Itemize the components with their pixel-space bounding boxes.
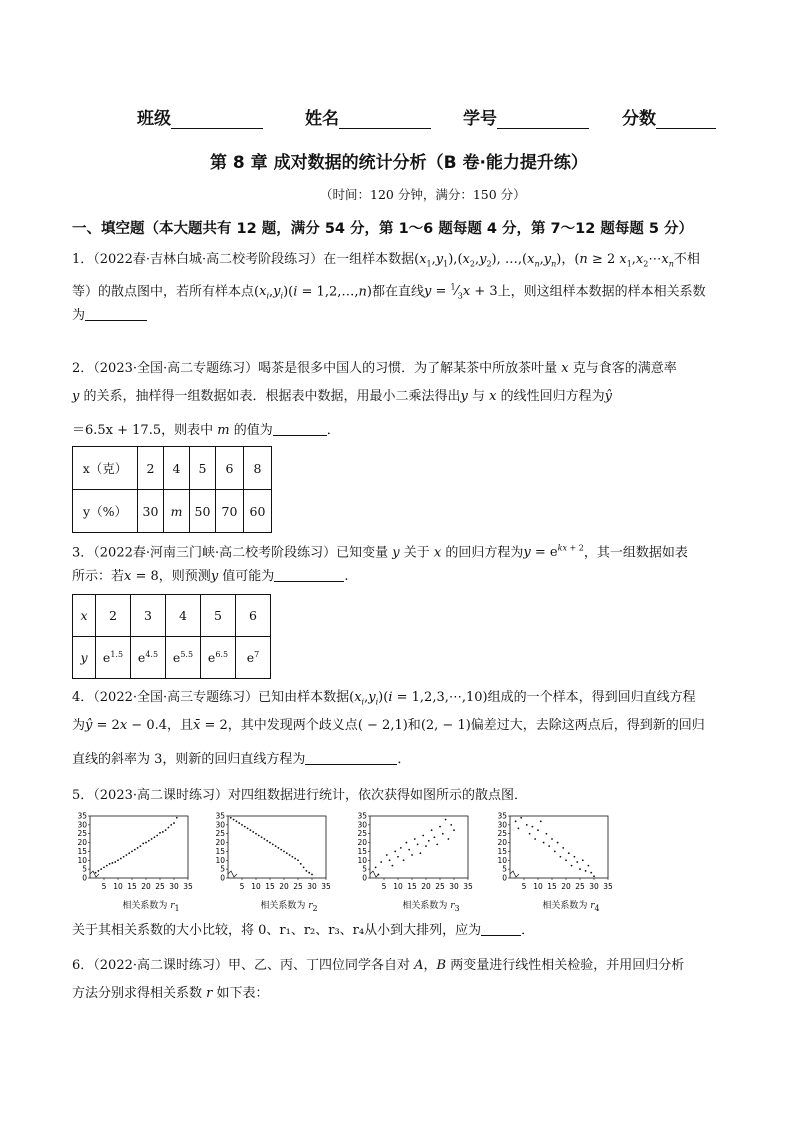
y-tick-label: 10 bbox=[357, 855, 367, 865]
scatter-point bbox=[417, 843, 419, 845]
y-tick-label: 15 bbox=[77, 846, 87, 856]
scatter-point bbox=[156, 835, 158, 837]
scatter-point bbox=[515, 820, 517, 822]
scatter-point bbox=[543, 842, 545, 844]
x-tick-label: 35 bbox=[463, 882, 473, 891]
scatter-point bbox=[159, 832, 161, 834]
scatter-point bbox=[590, 872, 592, 874]
axis-break-mark bbox=[90, 871, 99, 877]
q4-line1: 4．（2022·全国·高三专题练习）已知由样本数据$(x_i,y_i)(i$ = 1,2,3,⋯,10)组成的一个样本，得到回归直线方程 bbox=[72, 690, 696, 707]
scatter-point bbox=[431, 829, 433, 831]
table-row: y（%） 30 m 50 70 60 bbox=[73, 490, 272, 533]
q4-answer-blank[interactable] bbox=[305, 749, 397, 765]
id-label: 学号 bbox=[463, 109, 497, 129]
scatter-point bbox=[450, 824, 452, 826]
q5-line1: 5．（2023·高二课时练习）对四组数据进行统计，依次获得如图所示的散点图． bbox=[72, 788, 527, 803]
scatter-point bbox=[386, 854, 388, 856]
axis-break-mark bbox=[228, 871, 237, 877]
y-tick-label: 25 bbox=[497, 829, 507, 839]
scatter-point bbox=[258, 835, 260, 837]
y-tick-label: 35 bbox=[497, 811, 507, 821]
y-tick-label: 5 bbox=[220, 864, 225, 874]
q2-line1: 2．（2023·全国·高二专题练习）喝茶是很多中国人的习惯．为了解某茶中所放茶叶量 x 克与食客的满意率 bbox=[72, 361, 677, 376]
q6-line2: 方法分别求得相关系数 r 如下表： bbox=[72, 986, 269, 1001]
scatter-point bbox=[165, 829, 167, 831]
scatter-point bbox=[286, 852, 288, 854]
class-label: 班级 bbox=[137, 109, 171, 129]
y-tick-label: 15 bbox=[215, 846, 225, 856]
scatter-point bbox=[280, 849, 282, 851]
scatter-point bbox=[275, 845, 277, 847]
score-field bbox=[622, 104, 716, 129]
x-tick-label: 20 bbox=[141, 882, 151, 891]
scatter-point bbox=[532, 826, 534, 828]
scatter-point bbox=[154, 836, 156, 838]
id-blank[interactable] bbox=[497, 108, 589, 129]
scatter-frame bbox=[90, 816, 188, 878]
scatter-point bbox=[292, 856, 294, 858]
q5-line2: 关于其相关系数的大小比较，将 0、r₁、r₂、r₃、r₄从小到大排列，应为 ． bbox=[72, 917, 534, 945]
scatter-point bbox=[394, 851, 396, 853]
scatter-frame bbox=[370, 816, 468, 878]
scatter-point bbox=[173, 822, 175, 824]
scatter-point bbox=[162, 831, 164, 833]
scatter-point bbox=[588, 865, 590, 867]
scatter-point bbox=[378, 874, 380, 876]
y-tick-label: 20 bbox=[357, 838, 367, 848]
scatter-point bbox=[306, 870, 308, 872]
scatter-point bbox=[428, 840, 430, 842]
scatter-point bbox=[137, 847, 139, 849]
scatter-point bbox=[554, 851, 556, 853]
scatter-point bbox=[131, 851, 133, 853]
page-subtitle: （时间：120 分钟，满分：150 分） bbox=[320, 187, 526, 202]
y-tick-label: 15 bbox=[497, 846, 507, 856]
scatter-point bbox=[576, 861, 578, 863]
scatter-point bbox=[551, 838, 553, 840]
y-tick-label: 30 bbox=[77, 820, 87, 830]
y-tick-label: 20 bbox=[497, 838, 507, 848]
y-tick-label: 25 bbox=[215, 829, 225, 839]
scatter-point bbox=[574, 856, 576, 858]
scatter-point bbox=[117, 859, 119, 861]
scatter-caption-3: 相关系数为 $r_3$ bbox=[402, 901, 460, 913]
x-tick-label: 5 bbox=[101, 882, 107, 891]
scatter-point bbox=[238, 822, 240, 824]
q4-line2: 为ŷ = 2x − 0.4，且x̄ = 2，其中发现两个歧义点( − 2,1)和(2, − 1)偏差过大，去除这两点后，得到新的回归 bbox=[72, 718, 705, 733]
x-tick-label: 15 bbox=[265, 882, 275, 891]
q2-answer-blank[interactable] bbox=[273, 420, 327, 436]
scatter-point bbox=[548, 845, 550, 847]
scatter-point bbox=[145, 842, 147, 844]
scatter-point bbox=[565, 859, 567, 861]
scatter-point bbox=[568, 852, 570, 854]
y-tick-label: 30 bbox=[215, 820, 225, 830]
scatter-point bbox=[170, 824, 172, 826]
q2-table bbox=[72, 446, 272, 533]
scatter-point bbox=[126, 854, 128, 856]
x-tick-label: 25 bbox=[435, 882, 445, 891]
page-title: 第 8 章 成对数据的统计分析（B 卷·能力提升练） bbox=[210, 153, 588, 173]
y-tick-label: 5 bbox=[502, 864, 507, 874]
x-tick-label: 30 bbox=[169, 882, 179, 891]
scatter-point bbox=[442, 833, 444, 835]
x-tick-label: 25 bbox=[575, 882, 585, 891]
q3-table bbox=[72, 594, 271, 679]
name-blank[interactable] bbox=[339, 108, 431, 129]
scatter-point bbox=[380, 861, 382, 863]
scatter-point bbox=[571, 865, 573, 867]
score-label: 分数 bbox=[622, 109, 656, 129]
section-heading: 一、填空题（本大题共有 12 题，满分 54 分，第 1～6 题每题 4 分，第 7～12 题每题 5 分） bbox=[72, 221, 694, 237]
scatter-point bbox=[109, 863, 111, 865]
scatter-point bbox=[445, 819, 447, 821]
y-tick-label: 0 bbox=[82, 873, 87, 883]
x-tick-label: 35 bbox=[183, 882, 193, 891]
name-label: 姓名 bbox=[305, 109, 339, 129]
id-field bbox=[463, 104, 589, 129]
y-tick-label: 15 bbox=[357, 846, 367, 856]
scatter-point bbox=[526, 824, 528, 826]
scatter-point bbox=[269, 842, 271, 844]
scatter-point bbox=[397, 856, 399, 858]
scatter-point bbox=[422, 835, 424, 837]
scatter-point bbox=[98, 870, 100, 872]
scatter-point bbox=[176, 817, 178, 819]
x-tick-label: 35 bbox=[603, 882, 613, 891]
scatter-point bbox=[453, 829, 455, 831]
scatter-point bbox=[534, 838, 536, 840]
scatter-point bbox=[303, 866, 305, 868]
scatter-point bbox=[529, 833, 531, 835]
scatter-point bbox=[266, 840, 268, 842]
q1-line2: 等）的散点图中，若所有样本点$(x_i,y_i)(i$ = 1,2,…,n)都在直线$y = ^1⁄_3x + 3$上，则这组样本数据的样本相关系数 bbox=[72, 283, 706, 301]
x-tick-label: 30 bbox=[307, 882, 317, 891]
name-field bbox=[305, 104, 431, 129]
x-tick-label: 15 bbox=[407, 882, 417, 891]
q1-line3: 为 bbox=[72, 302, 147, 330]
scatter-point bbox=[128, 852, 130, 854]
scatter-point bbox=[537, 829, 539, 831]
scatter-point bbox=[562, 847, 564, 849]
y-tick-label: 35 bbox=[357, 811, 367, 821]
scatter-point bbox=[420, 852, 422, 854]
score-blank[interactable] bbox=[656, 108, 716, 129]
scatter-point bbox=[425, 845, 427, 847]
scatter-point bbox=[100, 868, 102, 870]
x-tick-label: 5 bbox=[521, 882, 527, 891]
scatter-point bbox=[114, 861, 116, 863]
scatter-point bbox=[106, 865, 108, 867]
scatter-point bbox=[411, 854, 413, 856]
scatter-point bbox=[400, 847, 402, 849]
scatter-point bbox=[540, 820, 542, 822]
scatter-point bbox=[557, 842, 559, 844]
table-row: y $e^{1.5}$ $e^{4.5}$ $e^{5.5}$ $e^{6.5}$ $e^7$ bbox=[73, 637, 271, 679]
scatter-point bbox=[142, 843, 144, 845]
x-tick-label: 20 bbox=[279, 882, 289, 891]
scatter-point bbox=[406, 842, 408, 844]
scatter-point bbox=[123, 856, 125, 858]
y-tick-label: 30 bbox=[497, 820, 507, 830]
x-tick-label: 15 bbox=[127, 882, 137, 891]
y-tick-label: 10 bbox=[497, 855, 507, 865]
y-tick-label: 20 bbox=[215, 838, 225, 848]
scatter-point bbox=[585, 870, 587, 872]
q4-line3: 直线的斜率为 3，则新的回归直线方程为 ． bbox=[72, 746, 410, 774]
x-tick-label: 25 bbox=[293, 882, 303, 891]
scatter-point bbox=[230, 817, 232, 819]
q3-answer-blank[interactable] bbox=[274, 566, 344, 582]
x-tick-label: 30 bbox=[449, 882, 459, 891]
y-tick-label: 35 bbox=[215, 811, 225, 821]
scatter-point bbox=[168, 827, 170, 829]
y-tick-label: 25 bbox=[77, 829, 87, 839]
scatter-frame bbox=[510, 816, 608, 878]
x-tick-label: 30 bbox=[589, 882, 599, 891]
y-tick-label: 35 bbox=[77, 811, 87, 821]
q6-line1: 6．（2022·高二课时练习）甲、乙、丙、丁四位同学各自对 A，B 两变量进行线性相关检验，并用回归分析 bbox=[72, 958, 685, 973]
scatter-caption-2: 相关系数为 $r_2$ bbox=[260, 901, 318, 913]
y-tick-label: 10 bbox=[77, 855, 87, 865]
scatter-caption-1: 相关系数为 $r_1$ bbox=[122, 901, 180, 913]
class-field bbox=[137, 104, 263, 129]
axis-break-mark bbox=[510, 871, 519, 877]
scatter-point bbox=[134, 849, 136, 851]
q1-answer-blank[interactable] bbox=[85, 305, 147, 321]
x-tick-label: 10 bbox=[113, 882, 123, 891]
scatter-point bbox=[436, 843, 438, 845]
scatter-point bbox=[448, 838, 450, 840]
scatter-point bbox=[308, 872, 310, 874]
q2-line2: y 的关系，抽样得一组数据如表．根据表中数据，用最小二乘法得出y 与 x 的线性回归方程为ŷ bbox=[72, 389, 612, 404]
scatter-point bbox=[241, 824, 243, 826]
scatter-point bbox=[582, 859, 584, 861]
scatter-point bbox=[120, 858, 122, 860]
x-tick-label: 10 bbox=[393, 882, 403, 891]
scatter-point bbox=[261, 836, 263, 838]
scatter-point bbox=[403, 859, 405, 861]
scatter-point bbox=[247, 828, 249, 830]
scatter-point bbox=[389, 859, 391, 861]
x-tick-label: 35 bbox=[321, 882, 331, 891]
scatter-point bbox=[300, 863, 302, 865]
q1-line1: 1．（2022春·吉林白城·高二校考阶段练习）在一组样本数据$(x_1,y_1),(x_2,y_2)$, $\dots,(x_n,y_n)$，(n ≥ 2 $x_1,x_2\cdots x_n$不相 bbox=[72, 252, 700, 269]
scatter-point bbox=[148, 840, 150, 842]
q1-math-data: $(x_1,y_1),(x_2,y_2)$, $\dots,(x_n,y_n)$，(n ≥ 2 $x_1,x_2\cdots x_n$ bbox=[414, 252, 674, 269]
x-tick-label: 20 bbox=[561, 882, 571, 891]
x-tick-label: 10 bbox=[533, 882, 543, 891]
scatter-point bbox=[392, 865, 394, 867]
scatter-caption-4: 相关系数为 $r_4$ bbox=[542, 901, 600, 913]
x-tick-label: 5 bbox=[239, 882, 245, 891]
scatter-point bbox=[434, 836, 436, 838]
scatter-point bbox=[593, 875, 595, 877]
y-tick-label: 0 bbox=[362, 873, 367, 883]
scatter-point bbox=[520, 817, 522, 819]
y-tick-label: 25 bbox=[357, 829, 367, 839]
scatter-point bbox=[233, 819, 235, 821]
scatter-point bbox=[546, 833, 548, 835]
scatter-point bbox=[560, 856, 562, 858]
scatter-point bbox=[151, 838, 153, 840]
scatter-point bbox=[283, 851, 285, 853]
y-tick-label: 0 bbox=[220, 873, 225, 883]
q2-line3: ＝6.5x + 17.5，则表中 m 的值为 ． bbox=[72, 417, 340, 445]
scatter-point bbox=[103, 866, 105, 868]
y-tick-label: 5 bbox=[82, 864, 87, 874]
scatter-point bbox=[255, 833, 257, 835]
q5-answer-blank[interactable] bbox=[481, 920, 521, 936]
scatter-point bbox=[289, 854, 291, 856]
y-tick-label: 0 bbox=[502, 873, 507, 883]
q3-line2: 所示：若x = 8，则预测y 值可能为 . bbox=[72, 563, 348, 591]
y-tick-label: 5 bbox=[362, 864, 367, 874]
scatter-point bbox=[439, 826, 441, 828]
x-tick-label: 15 bbox=[547, 882, 557, 891]
class-blank[interactable] bbox=[171, 108, 263, 129]
q3-line1: 3．（2022春·河南三门峡·高二校考阶段练习）已知变量 y 关于 x 的回归方程为$y = e^{kx + 2}$，其一组数据如表 bbox=[72, 544, 688, 561]
x-tick-label: 5 bbox=[381, 882, 387, 891]
scatter-point bbox=[311, 874, 313, 876]
scatter-point bbox=[252, 831, 254, 833]
y-tick-label: 30 bbox=[357, 820, 367, 830]
scatter-point bbox=[375, 866, 377, 868]
scatter-point bbox=[95, 872, 97, 874]
x-tick-label: 25 bbox=[155, 882, 165, 891]
scatter-point bbox=[140, 845, 142, 847]
scatter-point bbox=[278, 847, 280, 849]
scatter-point bbox=[244, 826, 246, 828]
header-fields bbox=[0, 104, 794, 134]
scatter-point bbox=[408, 849, 410, 851]
y-tick-label: 10 bbox=[215, 855, 225, 865]
x-tick-label: 10 bbox=[251, 882, 261, 891]
scatter-point bbox=[250, 829, 252, 831]
y-tick-label: 20 bbox=[77, 838, 87, 848]
scatter-point bbox=[264, 838, 266, 840]
scatter-point bbox=[518, 828, 520, 830]
scatter-point bbox=[272, 843, 274, 845]
scatter-point bbox=[414, 838, 416, 840]
table-row: x（克） 2 4 5 6 8 bbox=[73, 447, 272, 490]
scatter-point bbox=[297, 859, 299, 861]
table-row: x 2 3 4 5 6 bbox=[73, 595, 271, 637]
scatter-point bbox=[579, 868, 581, 870]
scatter-point bbox=[294, 858, 296, 860]
x-tick-label: 20 bbox=[421, 882, 431, 891]
scatter-point bbox=[236, 820, 238, 822]
scatter-point bbox=[112, 862, 114, 864]
